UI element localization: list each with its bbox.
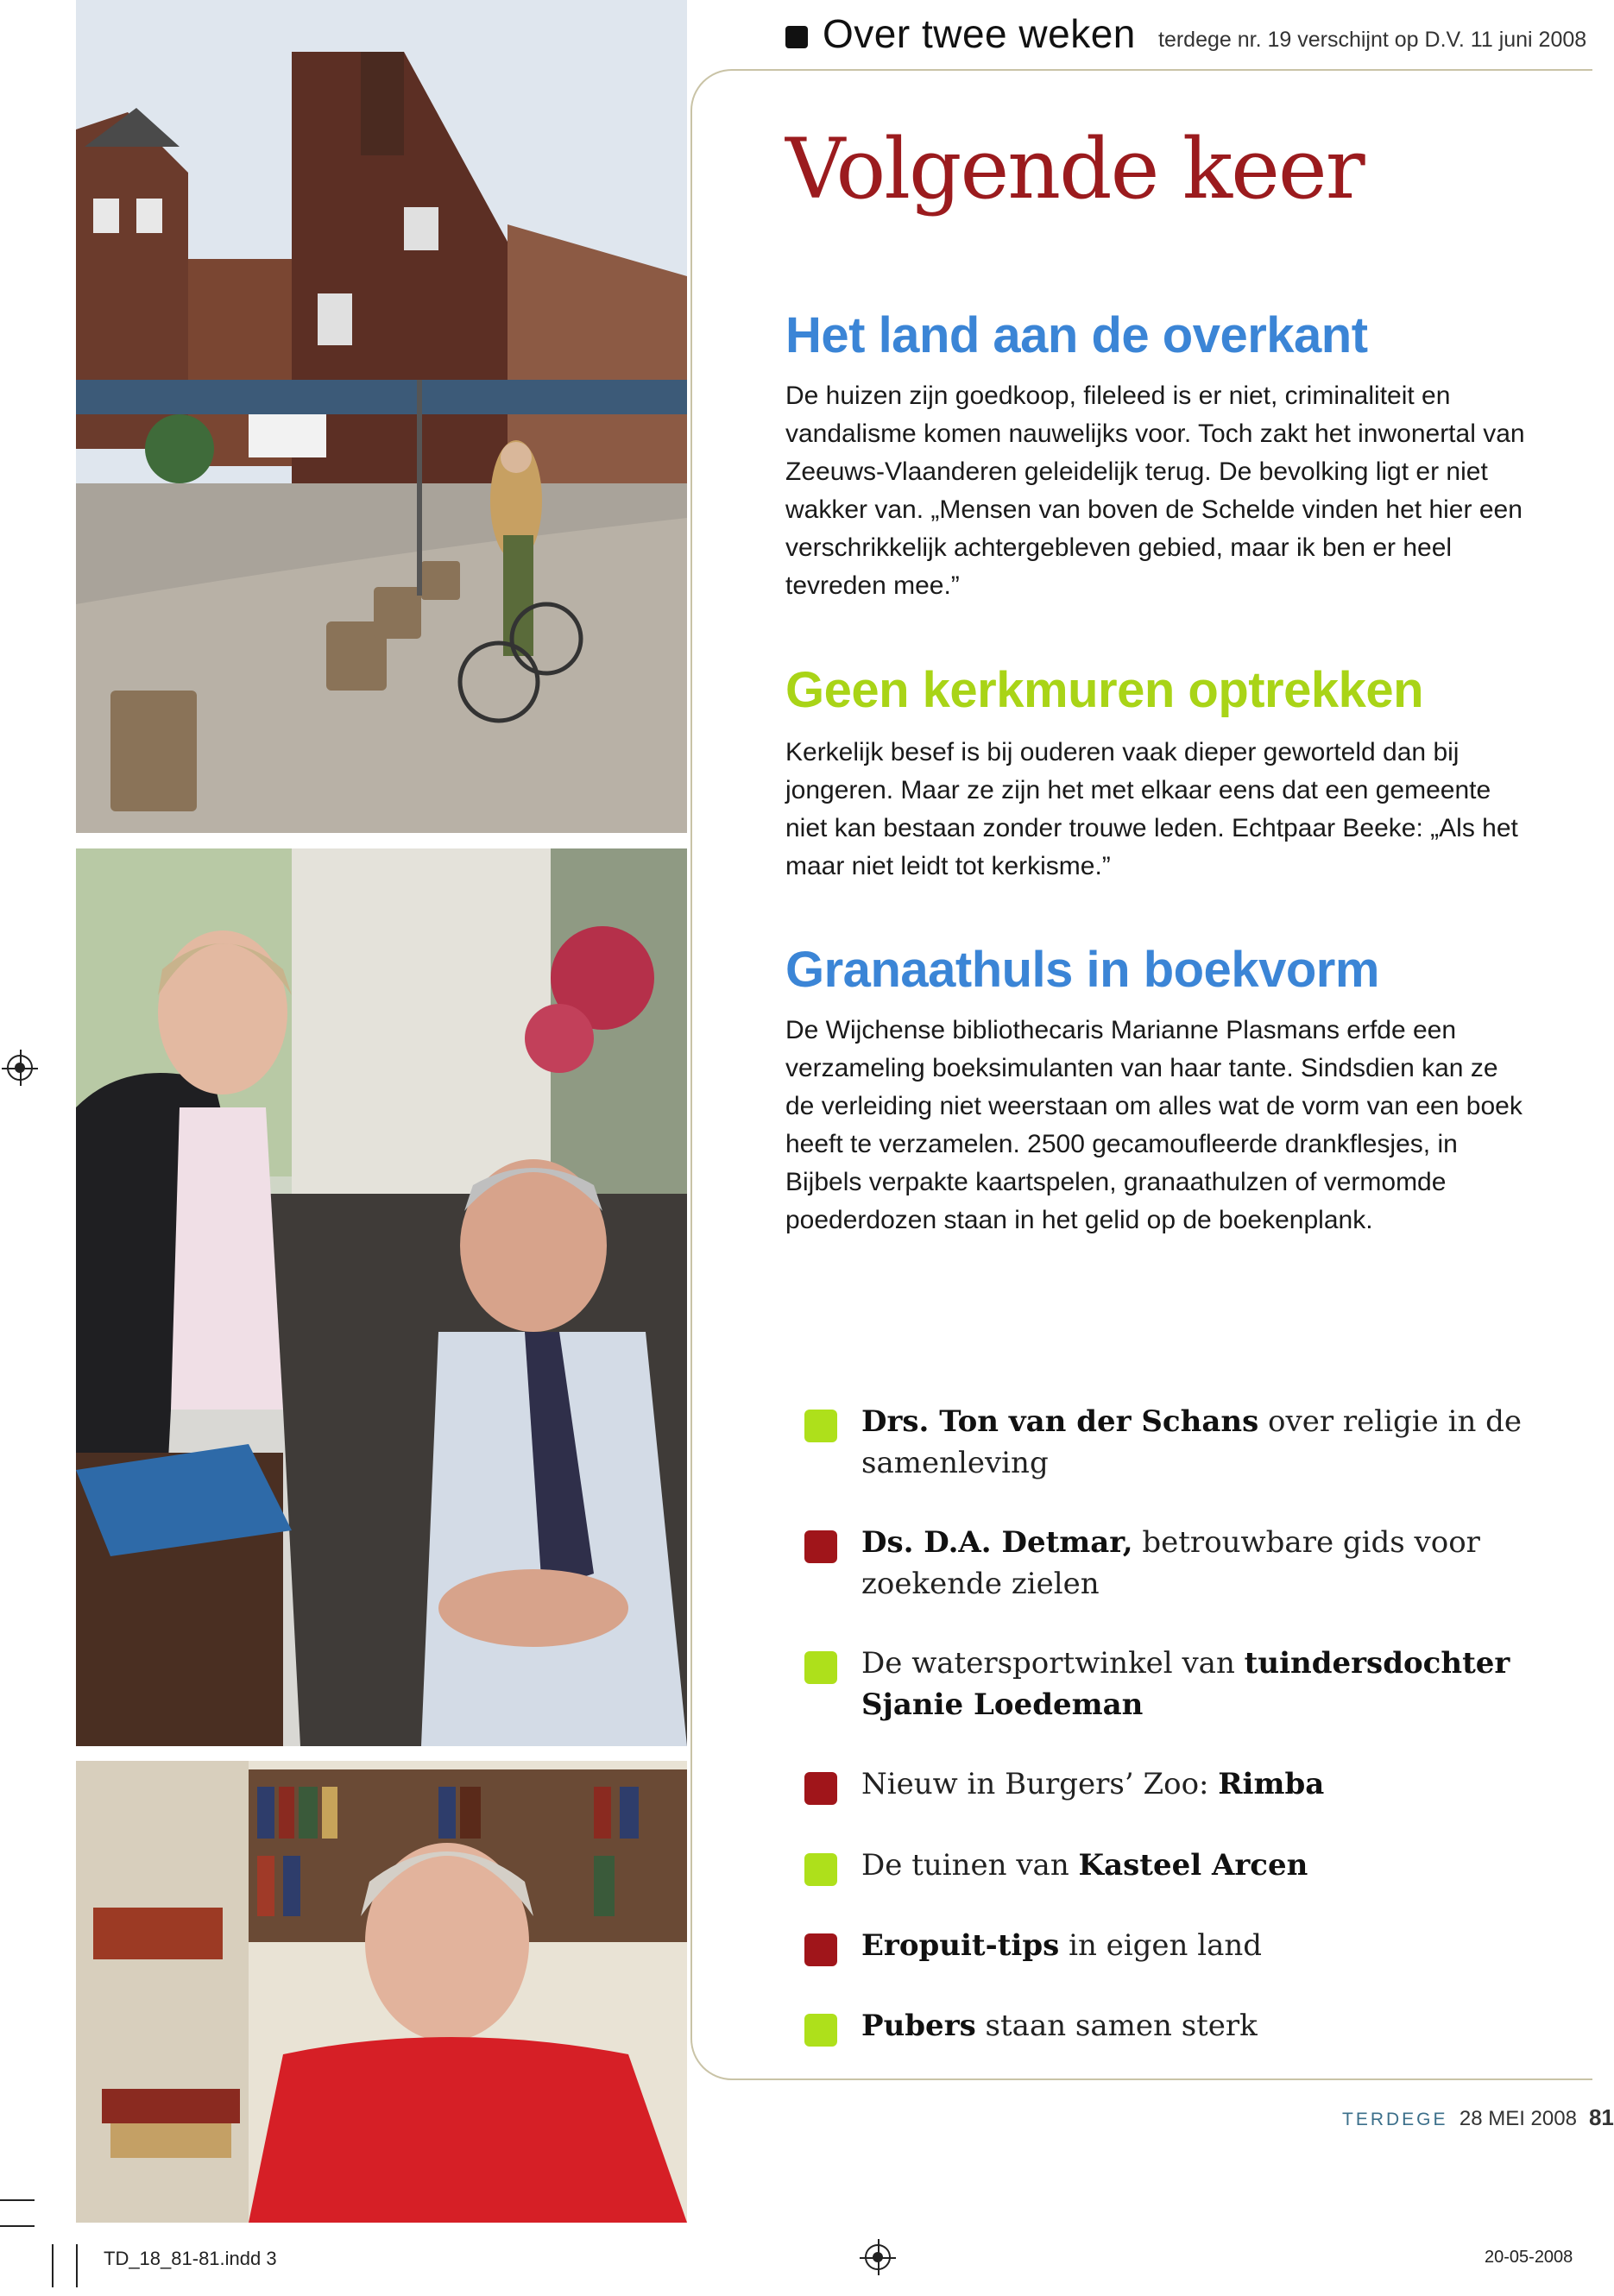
crop-mark: [76, 2244, 78, 2287]
page-title: Volgende keer: [785, 121, 1364, 218]
list-item: [861, 2005, 1552, 2047]
section-title: Over twee weken: [823, 11, 1136, 56]
section-marker-square: [785, 26, 808, 48]
green-bullet-square: [804, 1410, 837, 1442]
print-slug-file: TD_18_81-81.indd 3: [104, 2248, 277, 2269]
list-item-text: De watersportwinkel van: [861, 1646, 1245, 1681]
registration-mark-icon: [7, 1055, 33, 1081]
article-heading: Het land aan de overkant: [785, 307, 1368, 363]
list-item-bold: Pubers: [861, 2009, 976, 2043]
list-item-bold: tuindersdochter Sjanie Loedeman: [861, 1646, 1510, 1722]
list-item-text: in eigen land: [1059, 1928, 1263, 1963]
crop-mark: [0, 2225, 35, 2227]
list-item-bold: Ds. D.A. Detmar,: [861, 1525, 1133, 1560]
green-bullet-square: [804, 1853, 837, 1886]
list-item: [861, 1845, 1552, 1886]
list-item-bold: Kasteel Arcen: [1078, 1848, 1308, 1883]
article-heading: Granaathuls in boekvorm: [785, 942, 1379, 998]
list-item: [861, 1643, 1552, 1725]
green-bullet-square: [804, 2014, 837, 2047]
list-item-text: betrouwbare gids voor zoekende zielen: [861, 1525, 1480, 1601]
list-item: [861, 1401, 1552, 1484]
article-heading: Geen kerkmuren optrekken: [785, 662, 1424, 718]
red-bullet-square: [804, 1933, 837, 1966]
list-item-bold: Drs. Ton van der Schans: [861, 1404, 1259, 1439]
photo-street-cyclist: [76, 0, 687, 833]
red-bullet-square: [804, 1772, 837, 1805]
page-number: 81: [1588, 2104, 1614, 2130]
list-item: [861, 1925, 1552, 1966]
list-item: [861, 1522, 1552, 1605]
photo-couple-beeke: [76, 848, 687, 1746]
article-body: Kerkelijk besef is bij ouderen vaak dieper geworteld dan bij jongeren. Maar ze zijn het met elkaar eens dat een gemeente niet kan bestaan zonder trouwe leden. Echtpaar Beeke: „Als het maar niet leidt tot kerkisme.”: [785, 738, 1518, 880]
crop-mark: [52, 2244, 54, 2287]
list-item-bold: Eropuit-tips: [861, 1928, 1060, 1963]
list-item-text: Nieuw in Burgers’ Zoo:: [861, 1767, 1219, 1801]
article-body: De Wijchense bibliothecaris Marianne Plasmans erfde een verzameling boeksimulanten van haar tante. Sindsdien kan ze de verleiding niet weerstaan om alles wat de vorm van een boek heeft te verzamelen. 2500 gecamoufleerde drankflesjes, in Bijbels verpakte kaartspelen, granaathulzen of vermomde poederdozen staan in het gelid op de boekenplank.: [785, 1016, 1523, 1234]
green-bullet-square: [804, 1651, 837, 1684]
print-slug-date: 20-05-2008: [1485, 2248, 1573, 2267]
registration-mark-icon: [865, 2244, 891, 2270]
crop-mark: [0, 2199, 35, 2201]
list-item-text: over religie in de samenleving: [861, 1404, 1523, 1480]
magazine-brand: TERDEGE: [1342, 2110, 1448, 2129]
list-item-text: De tuinen van: [861, 1848, 1079, 1883]
list-item-bold: Rimba: [1218, 1767, 1325, 1801]
page-folio: [1342, 2104, 1614, 2131]
list-item: [861, 1763, 1552, 1805]
red-bullet-square: [804, 1530, 837, 1563]
issue-date: 28 MEI 2008: [1459, 2107, 1577, 2130]
list-item-text: staan samen sterk: [975, 2009, 1258, 2043]
photo-marianne-plasmans: [76, 1761, 687, 2223]
next-issue-note: terdege nr. 19 verschijnt op D.V. 11 juni 2008: [1158, 28, 1587, 52]
article-body: De huizen zijn goedkoop, fileleed is er niet, criminaliteit en vandalisme komen nauwelijks voor. Toch zakt het inwonertal van Zeeuws-Vlaanderen geleidelijk terug. De bevolking ligt er niet wakker van. „Mensen van boven de Schelde vinden het hier een verschrikkelijk achtergebleven gebied, maar ik ben er heel tevreden mee.”: [785, 382, 1525, 600]
